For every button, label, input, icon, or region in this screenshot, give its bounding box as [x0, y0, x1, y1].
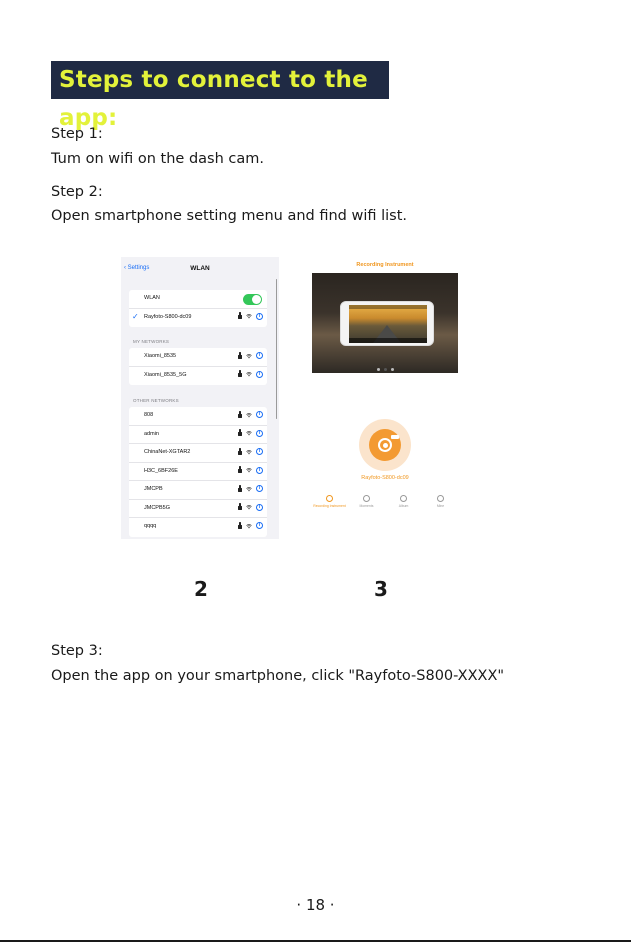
scrollbar[interactable]	[276, 279, 278, 419]
app-home-screenshot	[311, 257, 459, 517]
wlan-label: WLAN	[144, 295, 160, 301]
figure-label-2: 2	[194, 577, 208, 601]
step-1-text: Tum on wifi on the dash cam.	[51, 151, 264, 167]
step-3-text: Open the app on your smartphone, click "Rayfoto-S800-XXXX"	[51, 668, 505, 684]
lock-icon	[238, 525, 242, 529]
wlan-toggle[interactable]	[243, 294, 262, 305]
my-networks-header: MY NETWORKS	[133, 339, 170, 344]
network-name: ChinaNet-XGTAR2	[144, 449, 191, 455]
wifi-icon	[246, 504, 252, 510]
wifi-icon	[246, 449, 252, 455]
app-title: Recording Instrument	[356, 262, 414, 268]
device-name[interactable]: Rayfoto-S800-dc09	[361, 475, 409, 481]
step-3-label: Step 3:	[51, 643, 103, 659]
phone-illustration	[340, 301, 434, 346]
step-1-label: Step 1:	[51, 126, 103, 142]
step-2-text: Open smartphone setting menu and find wifi list.	[51, 208, 408, 224]
network-row[interactable]	[129, 426, 267, 445]
wlan-title: WLAN	[190, 265, 210, 272]
network-name: JMCPB5G	[144, 504, 170, 511]
network-row[interactable]	[129, 463, 267, 482]
connected-network-row[interactable]	[129, 309, 267, 328]
banner-image	[312, 273, 458, 373]
tab-label: Recording Instrument	[313, 504, 346, 508]
network-name: qqqq	[144, 523, 157, 529]
other-networks-group	[129, 407, 267, 537]
dashcam-icon	[369, 429, 401, 461]
network-name: Xiaomi_8535_5G	[144, 371, 187, 378]
back-label: Settings	[127, 265, 150, 271]
checkmark-icon: ✓	[132, 311, 139, 321]
info-icon[interactable]: i	[256, 352, 263, 359]
dashcam-preview-image	[349, 305, 427, 343]
wlan-toggle-group	[129, 290, 267, 327]
tab-label: Album	[398, 504, 409, 508]
wifi-icon	[246, 523, 252, 529]
carousel-dot[interactable]	[384, 368, 387, 371]
lock-icon	[238, 355, 242, 359]
info-icon[interactable]: i	[256, 313, 263, 320]
info-icon[interactable]: i	[256, 430, 263, 437]
info-icon[interactable]: i	[256, 522, 263, 529]
network-row[interactable]	[129, 500, 267, 519]
network-row[interactable]	[129, 481, 267, 500]
info-icon[interactable]: i	[256, 371, 263, 378]
network-name: JMCPB	[144, 486, 163, 492]
tab-label: Mine	[436, 504, 445, 508]
figure-label-3: 3	[374, 577, 388, 601]
network-name: H3C_6BF26E	[144, 467, 178, 474]
wifi-icon	[246, 412, 252, 418]
lock-icon	[238, 414, 242, 418]
user-icon	[437, 495, 444, 502]
moments-icon	[363, 495, 370, 502]
network-row[interactable]	[129, 444, 267, 463]
camera-connect-button[interactable]	[359, 419, 411, 471]
tab-moments[interactable]	[350, 495, 384, 513]
tab-label: Moments	[359, 504, 374, 508]
lock-icon	[238, 432, 242, 436]
section-title: Steps to connect to the app:	[51, 61, 389, 99]
wifi-icon	[246, 467, 252, 473]
info-icon[interactable]: i	[256, 504, 263, 511]
network-row[interactable]	[129, 367, 267, 386]
network-name: Xiaomi_8535	[144, 353, 177, 359]
preview-top-bar	[349, 305, 427, 309]
network-name: Rayfoto-S800-dc09	[144, 313, 192, 320]
info-icon[interactable]: i	[256, 411, 263, 418]
network-row[interactable]	[129, 518, 267, 537]
carousel-dots[interactable]	[311, 368, 459, 371]
carousel-dot[interactable]	[377, 368, 380, 371]
back-button[interactable]: ‹ Settings	[124, 265, 150, 271]
wifi-icon	[246, 371, 252, 377]
lock-icon	[238, 469, 242, 473]
my-networks-group	[129, 348, 267, 385]
step-2-label: Step 2:	[51, 184, 103, 200]
tab-mine[interactable]	[424, 495, 458, 513]
bottom-tab-bar	[311, 495, 459, 513]
carousel-dot[interactable]	[391, 368, 394, 371]
wlan-nav-bar	[121, 263, 279, 277]
info-icon[interactable]: i	[256, 485, 263, 492]
wifi-icon	[246, 353, 252, 359]
network-row[interactable]	[129, 407, 267, 426]
preview-control-bar	[349, 338, 427, 343]
dashcam-mount-shape	[391, 435, 399, 439]
network-name: 808	[144, 412, 154, 418]
wifi-icon	[246, 486, 252, 492]
tab-recording-instrument[interactable]	[313, 495, 347, 513]
camera-icon	[326, 495, 333, 502]
network-row[interactable]	[129, 348, 267, 367]
wlan-settings-screenshot	[121, 257, 279, 539]
album-icon	[400, 495, 407, 502]
lock-icon	[238, 315, 242, 319]
info-icon[interactable]: i	[256, 467, 263, 474]
wifi-icon	[246, 430, 252, 436]
tab-album[interactable]	[387, 495, 421, 513]
lock-icon	[238, 488, 242, 492]
info-icon[interactable]: i	[256, 448, 263, 455]
lock-icon	[238, 373, 242, 377]
wlan-toggle-row	[129, 290, 267, 309]
page-number: · 18 ·	[296, 896, 335, 914]
lock-icon	[238, 451, 242, 455]
bottom-rule	[0, 940, 631, 942]
lock-icon	[238, 506, 242, 510]
wifi-icon	[246, 313, 252, 319]
network-name: admin	[144, 430, 159, 437]
other-networks-header: OTHER NETWORKS	[133, 398, 179, 403]
